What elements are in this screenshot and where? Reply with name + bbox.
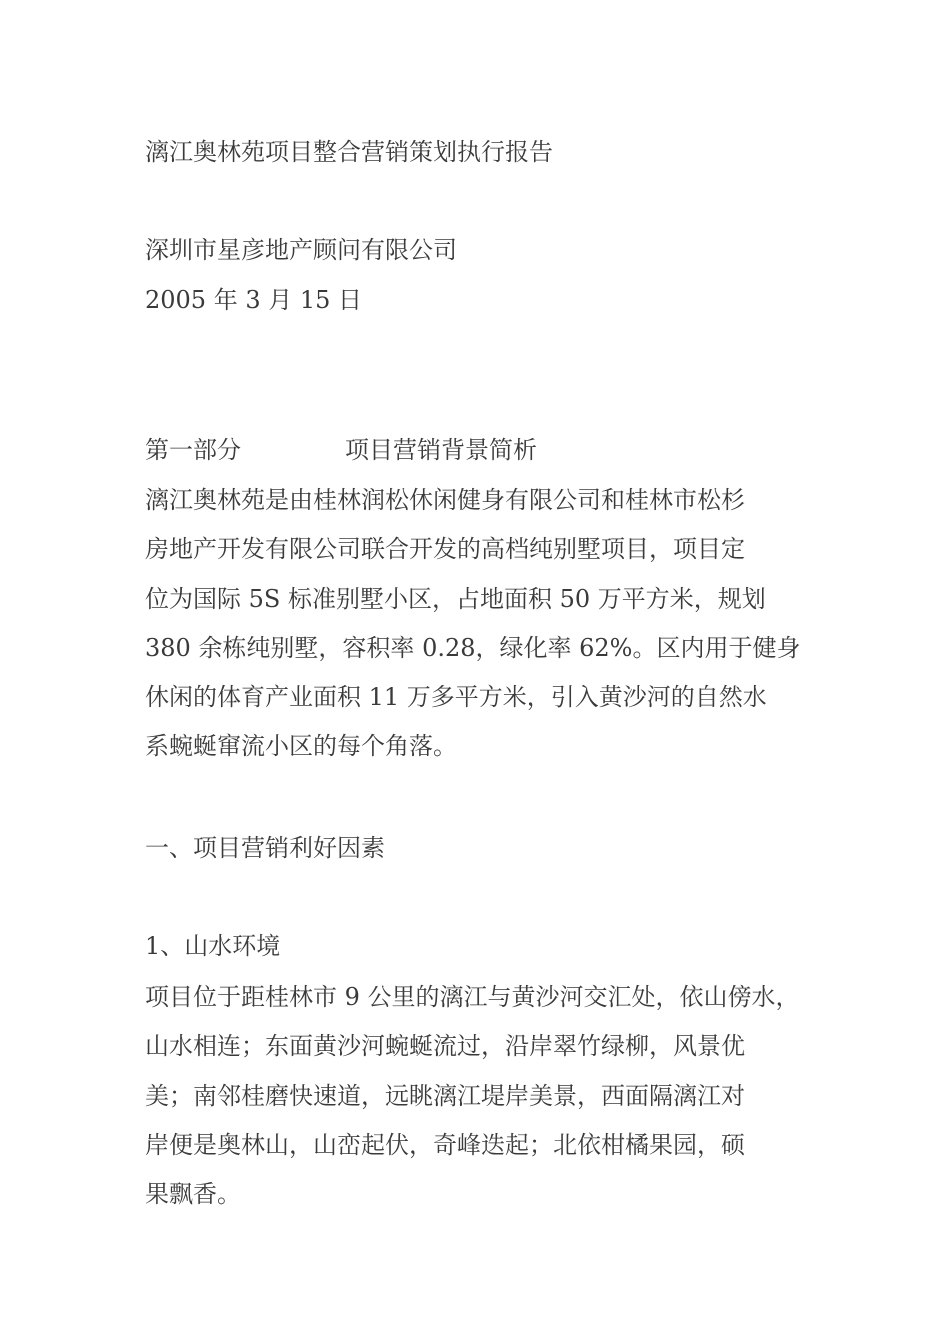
paragraph-line: 房地产开发有限公司联合开发的高档纯别墅项目，项目定 (145, 535, 745, 564)
part-heading-text: 项目营销背景简析 (345, 436, 537, 464)
environment-paragraph (145, 973, 825, 1219)
company-name: 深圳市星彦地产顾问有限公司 (145, 236, 457, 264)
report-date: 2005 年 3 月 15 日 (145, 286, 363, 314)
part-heading (145, 434, 537, 466)
paragraph-line: 岸便是奥林山，山峦起伏，奇峰迭起；北依柑橘果园，硕 (145, 1130, 745, 1159)
paragraph-line: 美；南邻桂磨快速道，远眺漓江堤岸美景，西面隔漓江对 (145, 1081, 745, 1110)
paragraph-line: 380 余栋纯别墅，容积率 0.28，绿化率 62%。区内用于健身 (145, 633, 801, 662)
document-title: 漓江奥林苑项目整合营销策划执行报告 (145, 138, 553, 166)
paragraph-line: 休闲的体育产业面积 11 万多平方米，引入黄沙河的自然水 (145, 683, 767, 712)
paragraph-line: 项目位于距桂林市 9 公里的漓江与黄沙河交汇处，依山傍水， (145, 983, 800, 1011)
part-label: 第一部分 (145, 436, 241, 464)
paragraph-line: 果飘香。 (145, 1180, 241, 1209)
section-heading: 一、项目营销利好因素 (145, 834, 385, 862)
paragraph-line: 山水相连；东面黄沙河蜿蜒流过，沿岸翠竹绿柳，风景优 (145, 1032, 745, 1061)
intro-paragraph (145, 476, 825, 772)
paragraph-line: 漓江奥林苑是由桂林润松休闲健身有限公司和桂林市松杉 (145, 486, 745, 514)
paragraph-line: 系蜿蜒窜流小区的每个角落。 (145, 732, 457, 761)
subsection-heading: 1、山水环境 (145, 932, 281, 960)
paragraph-line: 位为国际 5S 标准别墅小区，占地面积 50 万平方米，规划 (145, 584, 766, 613)
